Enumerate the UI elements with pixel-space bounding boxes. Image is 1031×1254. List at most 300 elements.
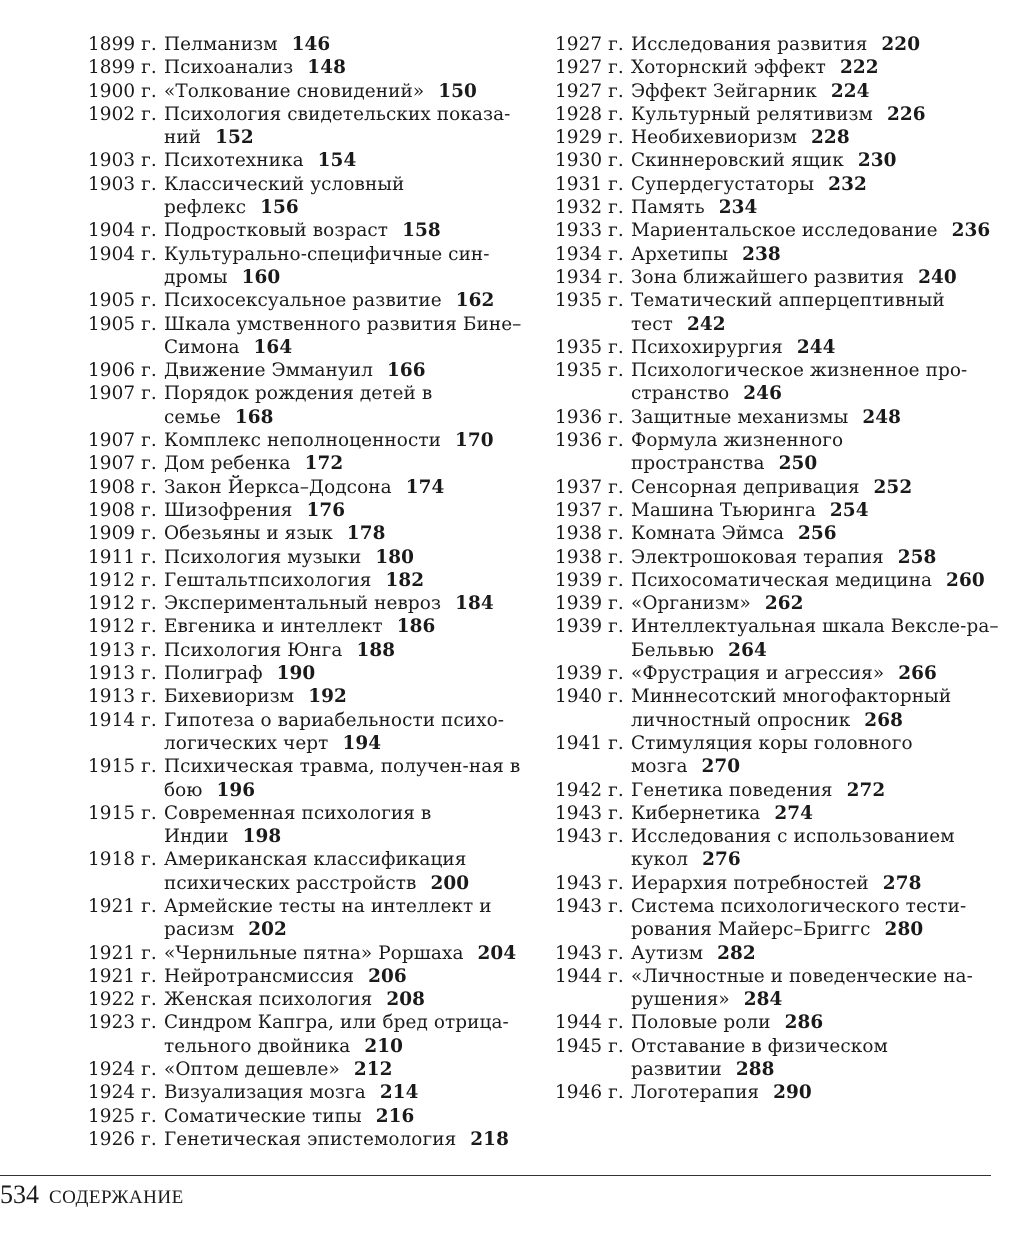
toc-entry-year: 1933 г. xyxy=(555,220,624,242)
toc-entry-year: 1928 г. xyxy=(555,103,624,125)
toc-entry-year: 1899 г. xyxy=(88,34,157,55)
toc-entry-page: 220 xyxy=(881,34,921,55)
toc-entry-page: 278 xyxy=(882,872,922,894)
toc-entry-title: Психосексуальное развитие xyxy=(164,290,442,312)
toc-entry-year: 1944 г. xyxy=(555,965,624,987)
toc-entry-text xyxy=(164,546,528,569)
toc-entry-page: 184 xyxy=(455,593,494,615)
toc-entry-title: Евгеника и интеллект xyxy=(164,616,383,638)
toc-entry-title: Движение Эммануил xyxy=(164,360,373,382)
toc-entry-title: Зона ближайшего развития xyxy=(631,266,905,288)
toc-entry-title: Генетическая эпистемология xyxy=(164,1128,457,1150)
toc-entry-title: «Оптом дешевле» xyxy=(164,1059,340,1081)
toc-entry-title: Полиграф xyxy=(164,663,263,685)
toc-entry-year: 1935 г. xyxy=(555,360,624,382)
toc-entry-year: 1908 г. xyxy=(88,499,157,521)
toc-entry-text xyxy=(164,56,528,79)
toc-entry-title: Психология свидетельских показа-ний xyxy=(164,103,511,149)
toc-entry xyxy=(88,522,528,545)
toc-entry xyxy=(555,56,1000,79)
toc-entry-page: 172 xyxy=(304,453,344,475)
toc-entry-year: 1943 г. xyxy=(555,895,624,917)
toc-entry xyxy=(555,80,1000,103)
toc-entry-text xyxy=(164,149,528,172)
toc-entry-year: 1905 г. xyxy=(88,290,157,312)
toc-entry-year: 1913 г. xyxy=(88,663,157,685)
toc-entry-text xyxy=(631,266,1000,289)
toc-entry-page: 182 xyxy=(385,569,425,591)
toc-entry xyxy=(555,802,1000,825)
toc-entry-year: 1907 г. xyxy=(88,453,157,475)
toc-entry-page: 266 xyxy=(898,663,937,685)
toc-entry-title: Комплекс неполноценности xyxy=(164,430,441,452)
toc-entry-page: 180 xyxy=(375,546,415,568)
page-footer xyxy=(0,1180,184,1210)
toc-entry xyxy=(555,173,1000,196)
toc-entry xyxy=(88,452,528,475)
toc-entry-page: 226 xyxy=(886,103,926,125)
toc-entry-year: 1930 г. xyxy=(555,150,624,172)
toc-entry-text xyxy=(631,406,1000,429)
toc-entry-year: 1935 г. xyxy=(555,290,624,312)
toc-entry-page: 168 xyxy=(234,406,274,428)
toc-entry-year: 1911 г. xyxy=(88,546,157,568)
toc-entry-page: 238 xyxy=(742,243,781,265)
toc-entry-page: 152 xyxy=(215,127,254,149)
toc-entry-text xyxy=(631,895,1000,942)
toc-entry xyxy=(88,289,528,312)
toc-entry-page: 188 xyxy=(356,639,396,661)
toc-entry-year: 1929 г. xyxy=(555,127,624,149)
toc-entry xyxy=(88,802,528,849)
toc-entry-year: 1909 г. xyxy=(88,523,157,545)
toc-entry-page: 146 xyxy=(291,34,331,55)
toc-entry-text xyxy=(164,965,528,988)
toc-entry-year: 1943 г. xyxy=(555,872,624,894)
toc-entry-text xyxy=(164,476,528,499)
toc-entry xyxy=(88,569,528,592)
toc-entry-text xyxy=(164,848,528,895)
toc-entry-year: 1946 г. xyxy=(555,1082,624,1104)
toc-entry xyxy=(555,895,1000,942)
toc-entry-page: 192 xyxy=(308,686,347,708)
toc-entry-title: Шизофрения xyxy=(164,499,293,521)
toc-entry-title: «Организм» xyxy=(631,593,751,615)
toc-entry-title: Эффект Зейгарник xyxy=(631,80,817,102)
toc-entry xyxy=(555,779,1000,802)
toc-entry-page: 218 xyxy=(470,1128,509,1150)
toc-entry xyxy=(88,639,528,662)
toc-entry-title: Классический условный рефлекс xyxy=(164,173,405,219)
toc-entry-text xyxy=(164,709,528,756)
toc-entry-text xyxy=(164,1128,528,1151)
toc-entry-year: 1904 г. xyxy=(88,243,157,265)
toc-entry-text xyxy=(631,685,1000,732)
toc-entry-text xyxy=(631,522,1000,545)
toc-entry-year: 1927 г. xyxy=(555,34,624,55)
toc-entry-year: 1905 г. xyxy=(88,313,157,335)
toc-entry-title: Порядок рождения детей в семье xyxy=(164,383,433,428)
toc-left-column xyxy=(88,33,528,1151)
toc-entry xyxy=(555,1081,1000,1104)
toc-entry-title: Тематический апперцептивный тест xyxy=(631,290,945,335)
toc-entry xyxy=(555,406,1000,429)
toc-entry-year: 1942 г. xyxy=(555,779,624,801)
toc-entry-page: 190 xyxy=(276,663,316,685)
toc-entry-year: 1939 г. xyxy=(555,593,624,615)
toc-entry-title: Культурально-специфичные син-дромы xyxy=(164,243,490,288)
toc-entry-page: 194 xyxy=(342,732,382,754)
toc-entry-title: Интеллектуальная шкала Вексле-ра–Бельвью xyxy=(631,616,999,661)
toc-entry-text xyxy=(164,755,528,802)
toc-entry-text xyxy=(631,359,1000,406)
toc-entry-title: Шкала умственного развития Бине–Симона xyxy=(164,313,522,358)
toc-entry-page: 246 xyxy=(743,383,782,405)
toc-entry xyxy=(555,825,1000,872)
toc-entry-title: Психология Юнга xyxy=(164,639,343,661)
toc-entry-year: 1913 г. xyxy=(88,639,157,661)
toc-entry-page: 222 xyxy=(839,57,879,79)
toc-entry-page: 284 xyxy=(743,989,783,1011)
toc-entry xyxy=(88,1081,528,1104)
toc-entry xyxy=(555,1035,1000,1082)
toc-entry xyxy=(555,965,1000,1012)
toc-entry xyxy=(88,592,528,615)
toc-entry-page: 208 xyxy=(386,989,426,1011)
toc-entry-year: 1939 г. xyxy=(555,569,624,591)
toc-entry-year: 1915 г. xyxy=(88,802,157,824)
toc-entry-title: Необихевиоризм xyxy=(631,127,798,149)
toc-entry-year: 1899 г. xyxy=(88,57,157,79)
toc-entry-page: 236 xyxy=(951,220,991,242)
toc-entry-title: Защитные механизмы xyxy=(631,406,849,428)
toc-entry-text xyxy=(164,499,528,522)
toc-entry-text xyxy=(631,173,1000,196)
toc-entry-title: Отставание в физическом развитии xyxy=(631,1035,888,1081)
toc-entry-title: Электрошоковая терапия xyxy=(631,546,884,568)
toc-entry-text xyxy=(164,243,528,290)
toc-entry-page: 166 xyxy=(386,360,426,382)
toc-entry-year: 1918 г. xyxy=(88,849,157,871)
toc-entry-page: 272 xyxy=(846,779,886,801)
toc-entry-page: 260 xyxy=(946,569,985,591)
toc-entry-title: Бихевиоризм xyxy=(164,686,295,708)
toc-entry-page: 256 xyxy=(798,523,837,545)
toc-entry-year: 1912 г. xyxy=(88,593,157,615)
toc-entry xyxy=(88,685,528,708)
toc-entry-page: 276 xyxy=(702,849,741,871)
toc-entry-text xyxy=(631,872,1000,895)
toc-entry-text xyxy=(164,988,528,1011)
toc-entry xyxy=(88,895,528,942)
toc-entry xyxy=(555,1011,1000,1034)
toc-entry-page: 170 xyxy=(454,430,494,452)
toc-entry-text xyxy=(164,662,528,685)
toc-entry xyxy=(555,266,1000,289)
toc-entry-text xyxy=(631,732,1000,779)
toc-entry-page: 202 xyxy=(248,919,287,941)
toc-entry xyxy=(555,499,1000,522)
toc-entry-title: Исследования с использованием кукол xyxy=(631,826,955,871)
toc-entry-title: Пелманизм xyxy=(164,34,278,55)
toc-entry-text xyxy=(164,33,528,56)
toc-entry-text xyxy=(164,173,528,220)
toc-entry-year: 1912 г. xyxy=(88,616,157,638)
toc-entry xyxy=(555,103,1000,126)
toc-entry xyxy=(555,289,1000,336)
toc-entry xyxy=(555,196,1000,219)
toc-entry-title: Психотехника xyxy=(164,150,304,172)
toc-entry-title: Стимуляция коры головного мозга xyxy=(631,732,913,778)
toc-entry-title: Формула жизненного пространства xyxy=(631,430,844,475)
toc-entry xyxy=(555,732,1000,779)
toc-entry-text xyxy=(631,336,1000,359)
toc-entry-text xyxy=(631,779,1000,802)
toc-entry xyxy=(88,988,528,1011)
toc-entry-text xyxy=(631,825,1000,872)
toc-entry-year: 1924 г. xyxy=(88,1082,157,1104)
toc-entry xyxy=(88,942,528,965)
toc-entry-year: 1908 г. xyxy=(88,476,157,498)
toc-entry-text xyxy=(164,219,528,242)
toc-entry-text xyxy=(631,965,1000,1012)
toc-entry-page: 234 xyxy=(718,197,758,219)
toc-entry-title: Женская психология xyxy=(164,989,373,1011)
toc-entry-year: 1913 г. xyxy=(88,686,157,708)
toc-entry xyxy=(555,662,1000,685)
toc-entry-title: Иерархия потребностей xyxy=(631,872,869,894)
toc-entry-page: 150 xyxy=(438,80,477,102)
toc-entry-year: 1945 г. xyxy=(555,1035,624,1057)
toc-entry-title: Культурный релятивизм xyxy=(631,103,873,125)
toc-entry-year: 1938 г. xyxy=(555,546,624,568)
toc-entry-title: Психохирургия xyxy=(631,336,783,358)
toc-entry-year: 1921 г. xyxy=(88,942,157,964)
toc-entry-year: 1907 г. xyxy=(88,430,157,452)
toc-entry-title: Нейротрансмиссия xyxy=(164,965,355,987)
toc-right-column xyxy=(555,33,1000,1105)
toc-entry-page: 156 xyxy=(260,197,299,219)
toc-entry-page: 288 xyxy=(735,1059,775,1081)
toc-entry-text xyxy=(164,685,528,708)
toc-entry-text xyxy=(631,662,1000,685)
toc-entry-title: Гипотеза о вариабельности психо-логических черт xyxy=(164,709,505,754)
toc-entry-page: 232 xyxy=(828,173,867,195)
toc-entry-year: 1921 г. xyxy=(88,965,157,987)
toc-entry-title: Современная психология в Индии xyxy=(164,802,432,848)
toc-entry-year: 1923 г. xyxy=(88,1012,157,1034)
toc-entry-year: 1940 г. xyxy=(555,686,624,708)
toc-entry-text xyxy=(631,1011,1000,1034)
toc-entry-title: «Личностные и поведенческие на-рушения» xyxy=(631,965,973,1011)
toc-entry-title: Визуализация мозга xyxy=(164,1082,366,1104)
toc-entry-title: Комната Эймса xyxy=(631,523,785,545)
toc-entry-page: 178 xyxy=(346,523,386,545)
toc-entry xyxy=(555,219,1000,242)
toc-entry-title: Армейские тесты на интеллект и расизм xyxy=(164,895,492,941)
toc-entry-page: 210 xyxy=(364,1035,404,1057)
toc-entry-text xyxy=(631,243,1000,266)
toc-entry-page: 228 xyxy=(811,127,850,149)
toc-entry-year: 1922 г. xyxy=(88,989,157,1011)
toc-entry xyxy=(88,173,528,220)
toc-entry xyxy=(555,942,1000,965)
toc-entry xyxy=(88,615,528,638)
toc-entry xyxy=(88,429,528,452)
toc-entry-page: 216 xyxy=(375,1105,415,1127)
toc-entry xyxy=(88,1058,528,1081)
toc-entry-page: 274 xyxy=(774,802,814,824)
toc-entry xyxy=(88,1105,528,1128)
toc-entry xyxy=(555,149,1000,172)
toc-entry-page: 164 xyxy=(253,336,293,358)
toc-entry-year: 1927 г. xyxy=(555,57,624,79)
toc-entry-text xyxy=(631,33,1000,56)
toc-entry-text xyxy=(631,219,1000,242)
toc-entry-text xyxy=(631,546,1000,569)
toc-entry-title: Аутизм xyxy=(631,942,704,964)
toc-entry-year: 1943 г. xyxy=(555,802,624,824)
toc-entry-title: Психологическое жизненное про-странство xyxy=(631,360,968,405)
toc-entry-title: Дом ребенка xyxy=(164,453,291,475)
toc-entry-text xyxy=(631,429,1000,476)
toc-entry-text xyxy=(631,569,1000,592)
toc-entry-title: Половые роли xyxy=(631,1012,771,1034)
toc-entry-text xyxy=(631,289,1000,336)
toc-entry xyxy=(555,592,1000,615)
toc-entry-page: 214 xyxy=(379,1082,419,1104)
toc-entry-text xyxy=(164,942,528,965)
toc-entry-year: 1915 г. xyxy=(88,756,157,778)
toc-entry-page: 200 xyxy=(430,872,470,894)
toc-entry-text xyxy=(164,80,528,103)
toc-entry-year: 1943 г. xyxy=(555,942,624,964)
toc-entry-year: 1903 г. xyxy=(88,150,157,172)
toc-entry-year: 1941 г. xyxy=(555,732,624,754)
toc-entry-title: Машина Тьюринга xyxy=(631,499,816,521)
toc-entry-text xyxy=(164,895,528,942)
toc-entry-text xyxy=(164,1011,528,1058)
toc-entry-title: «Толкование сновидений» xyxy=(164,80,425,102)
toc-entry-title: Система психологического тести-рования Майерс–Бриггс xyxy=(631,895,967,941)
toc-entry xyxy=(555,522,1000,545)
toc-entry-text xyxy=(164,1105,528,1128)
toc-entry-page: 212 xyxy=(353,1059,393,1081)
toc-entry-text xyxy=(164,289,528,312)
toc-entry-page: 280 xyxy=(884,919,924,941)
toc-entry-text xyxy=(164,429,528,452)
toc-entry-page: 154 xyxy=(317,150,357,172)
toc-entry-text xyxy=(631,942,1000,965)
toc-entry xyxy=(555,476,1000,499)
toc-entry-page: 148 xyxy=(307,57,346,79)
toc-entry-year: 1924 г. xyxy=(88,1059,157,1081)
toc-entry-title: Экспериментальный невроз xyxy=(164,593,442,615)
toc-entry-page: 252 xyxy=(873,476,913,498)
toc-entry-text xyxy=(631,615,1000,662)
toc-entry-year: 1939 г. xyxy=(555,663,624,685)
toc-entry xyxy=(88,662,528,685)
toc-entry-text xyxy=(164,359,528,382)
toc-entry-title: Психосоматическая медицина xyxy=(631,569,933,591)
toc-entry xyxy=(88,546,528,569)
footer-divider xyxy=(0,1175,991,1176)
toc-entry-title: Супердегустаторы xyxy=(631,173,815,195)
toc-entry-text xyxy=(164,1081,528,1104)
toc-entry xyxy=(88,219,528,242)
toc-entry-text xyxy=(631,80,1000,103)
toc-entry xyxy=(88,33,528,56)
toc-entry-title: Психическая травма, получен-ная в бою xyxy=(164,756,521,801)
toc-entry-year: 1936 г. xyxy=(555,406,624,428)
toc-entry-page: 290 xyxy=(773,1082,812,1104)
toc-entry-title: Генетика поведения xyxy=(631,779,833,801)
toc-entry-page: 242 xyxy=(686,313,726,335)
toc-entry xyxy=(555,872,1000,895)
toc-entry-page: 248 xyxy=(862,406,902,428)
toc-entry-year: 1936 г. xyxy=(555,430,624,452)
toc-entry xyxy=(555,429,1000,476)
toc-entry-text xyxy=(164,639,528,662)
toc-entry-page: 204 xyxy=(477,942,517,964)
toc-entry-text xyxy=(164,569,528,592)
toc-entry-page: 282 xyxy=(717,942,756,964)
page-number: 534 xyxy=(0,1180,39,1209)
toc-entry-page: 160 xyxy=(241,266,281,288)
toc-entry-page: 264 xyxy=(728,639,767,661)
toc-entry-text xyxy=(631,476,1000,499)
toc-entry-page: 270 xyxy=(701,756,741,778)
toc-entry-text xyxy=(631,499,1000,522)
toc-entry-title: Миннесотский многофакторный личностный опросник xyxy=(631,686,952,731)
toc-entry-title: «Фрустрация и агрессия» xyxy=(631,663,885,685)
toc-entry-year: 1937 г. xyxy=(555,499,624,521)
toc-entry-year: 1927 г. xyxy=(555,80,624,102)
toc-entry-year: 1900 г. xyxy=(88,80,157,102)
toc-entry-text xyxy=(631,802,1000,825)
toc-entry xyxy=(88,476,528,499)
toc-entry-text xyxy=(631,149,1000,172)
toc-entry-text xyxy=(164,1058,528,1081)
toc-entry-page: 268 xyxy=(864,709,903,731)
toc-entry-title: Американская классификация психических расстройств xyxy=(164,849,467,894)
toc-entry-year: 1944 г. xyxy=(555,1012,624,1034)
toc-entry xyxy=(555,359,1000,406)
toc-entry-year: 1934 г. xyxy=(555,266,624,288)
toc-entry xyxy=(88,56,528,79)
toc-entry xyxy=(88,80,528,103)
toc-entry xyxy=(555,546,1000,569)
toc-entry xyxy=(555,569,1000,592)
toc-entry-text xyxy=(631,1035,1000,1082)
toc-entry-text xyxy=(164,615,528,638)
toc-entry-year: 1907 г. xyxy=(88,383,157,405)
toc-entry-title: Обезьяны и язык xyxy=(164,523,333,545)
toc-entry-title: Хоторнский эффект xyxy=(631,57,826,79)
toc-entry-page: 250 xyxy=(778,453,818,475)
toc-entry-year: 1937 г. xyxy=(555,476,624,498)
toc-entry-text xyxy=(164,592,528,615)
toc-entry-text xyxy=(631,196,1000,219)
running-title: СОДЕРЖАНИЕ xyxy=(49,1187,184,1208)
toc-entry xyxy=(88,1128,528,1151)
toc-entry-title: Соматические типы xyxy=(164,1105,362,1127)
toc-entry-year: 1931 г. xyxy=(555,173,624,195)
toc-entry-page: 176 xyxy=(306,499,346,521)
toc-entry xyxy=(88,382,528,429)
toc-entry-title: Подростковый возраст xyxy=(164,220,389,242)
toc-entry-year: 1906 г. xyxy=(88,360,157,382)
